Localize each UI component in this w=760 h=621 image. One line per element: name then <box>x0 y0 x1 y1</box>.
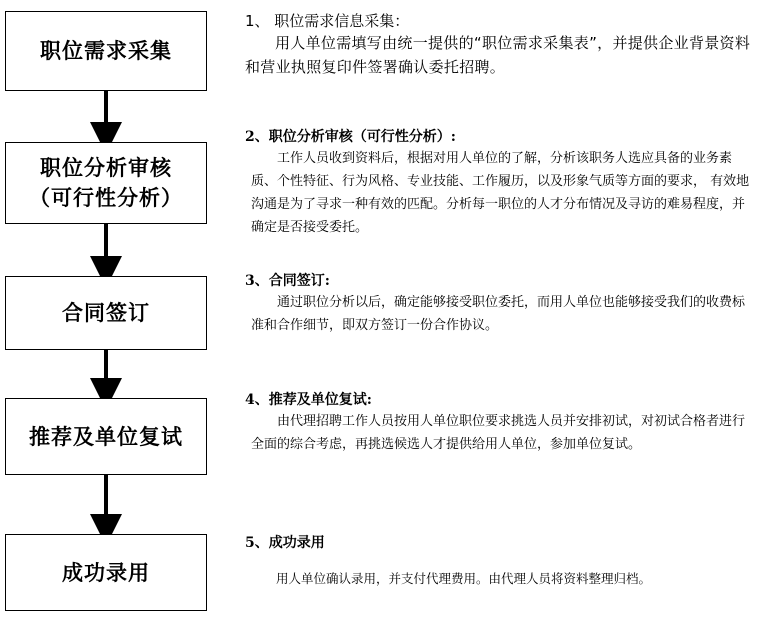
flow-box-contract-signing: 合同签订 <box>5 276 207 350</box>
step-4-title: 4、推荐及单位复试: <box>245 392 372 408</box>
step-1-title: 1、 职位需求信息采集： <box>245 12 410 30</box>
step-1-body: 用人单位需填写由统一提供的“职位需求采集表”，并提供企业背景资料和营业执照复印件签署确认委托招聘。 <box>245 34 751 76</box>
step-2-body: 工作人员收到资料后，根据对用人单位的了解，分析该职务人选应具备的业务素质、个性特征、行为风格、专业技能、工作履历，以及形象气质等方面的要求， 有效地沟通是为了寻求一种有效的匹配。分析每一职位的人才分布情况及寻访的难易程度，并确定是否接受委托。 <box>251 151 750 235</box>
step-5 <box>245 533 755 590</box>
flowchart <box>0 0 220 621</box>
flow-box-hired: 成功录用 <box>5 534 207 611</box>
step-5-title: 5、成功录用 <box>245 535 325 551</box>
flow-box-demand-collection: 职位需求采集 <box>5 11 207 91</box>
flow-box-position-review: 职位分析审核 （可行性分析） <box>5 142 207 224</box>
step-5-body: 用人单位确认录用，并支付代理费用。由代理人员将资料整理归档。 <box>276 571 652 586</box>
flow-box-recommend-retest: 推荐及单位复试 <box>5 398 207 475</box>
step-2 <box>245 127 755 239</box>
step-1 <box>245 11 755 79</box>
step-3-body: 通过职位分析以后，确定能够接受职位委托，而用人单位也能够接受我们的收费标准和合作细节，即双方签订一份合作协议。 <box>251 295 746 333</box>
step-4-body: 由代理招聘工作人员按用人单位职位要求挑选人员并安排初试，对初试合格者进行全面的综合考虑，再挑选候选人才提供给用人单位，参加单位复试。 <box>251 414 746 452</box>
step-3-title: 3、合同签订: <box>245 273 330 289</box>
step-4 <box>245 390 755 456</box>
step-2-title: 2、职位分析审核（可行性分析）: <box>245 129 456 145</box>
step-3 <box>245 271 755 337</box>
